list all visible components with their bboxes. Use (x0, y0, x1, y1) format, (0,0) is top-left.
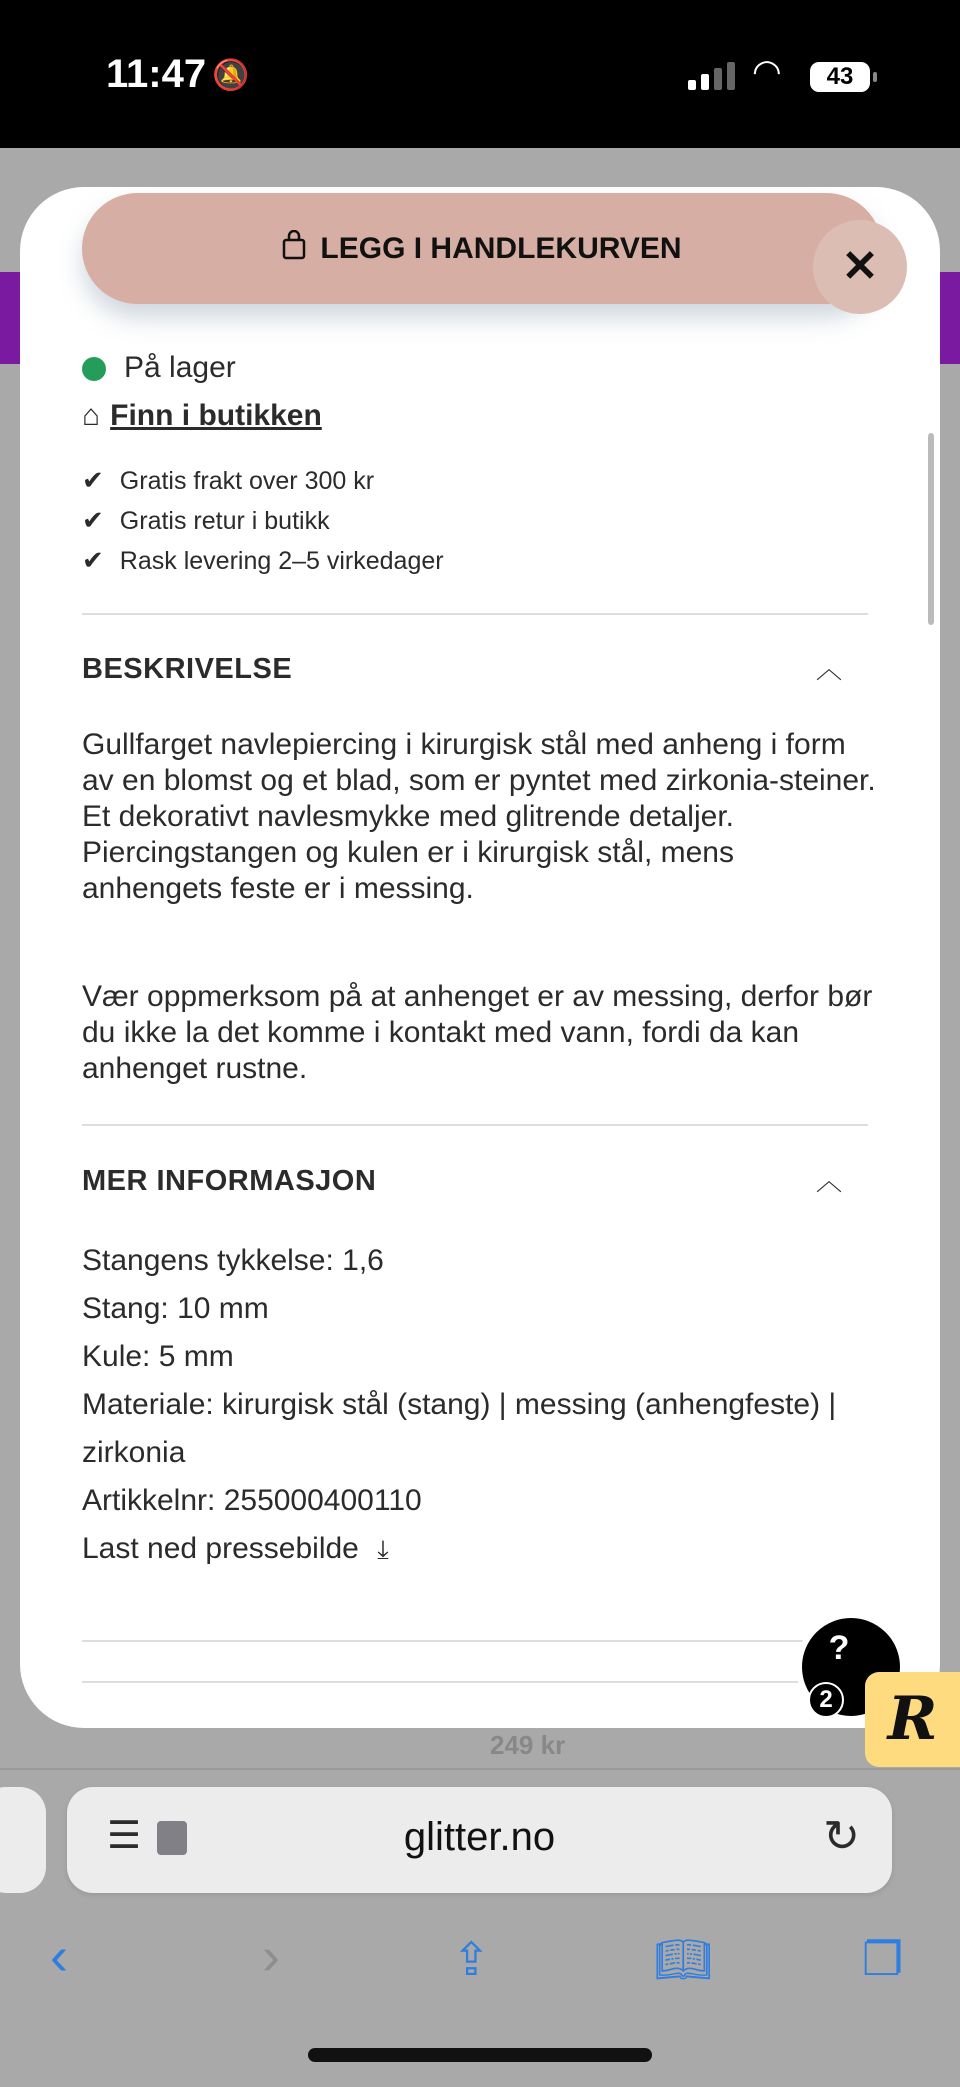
info-line: Artikkelnr: 255000400110 (82, 1484, 422, 1517)
tabs-icon[interactable]: ❐ (862, 1933, 904, 1985)
house-icon: ⌂ (82, 399, 101, 432)
check-icon: ✔ (82, 465, 104, 495)
share-icon[interactable]: ⇪ (452, 1933, 491, 1985)
stock-status (82, 351, 236, 385)
address-bar[interactable] (67, 1787, 892, 1893)
download-press-image-link[interactable] (82, 1525, 842, 1573)
reload-icon[interactable]: ↻ (823, 1812, 860, 1861)
download-icon: ⤓ (377, 1534, 389, 1564)
benefit-label: Rask levering 2–5 virkedager (119, 547, 444, 575)
previous-tab-peek[interactable] (0, 1787, 46, 1893)
divider (82, 1640, 868, 1642)
description-text: Gullfarget navlepiercing i kirurgisk stål med anheng i form av en blomst og et blad, som er pyntet med zirkonia-steiner. Et dekorativt navlesmykke med glitrende detaljer. Piercingstangen og kulen er i kirurgisk stål, mens anhengets feste er i messing. (82, 728, 876, 905)
back-icon[interactable]: ‹ (50, 1926, 68, 1986)
close-button[interactable]: ✕ (813, 220, 907, 314)
clock: 11:47 (106, 52, 207, 96)
stock-label: På lager (124, 351, 236, 384)
home-indicator (308, 2048, 652, 2062)
info-line: Kule: 5 mm (82, 1340, 234, 1373)
info-line: Stangens tykkelse: 1,6 (82, 1244, 384, 1277)
divider (82, 1681, 868, 1683)
check-icon: ✔ (82, 545, 104, 575)
bookmarks-icon[interactable]: 📖︎ (654, 1933, 713, 1985)
url-text: glitter.no (403, 1815, 556, 1859)
cellular-signal-icon (688, 62, 735, 90)
benefit-item (82, 505, 330, 536)
benefit-item (82, 545, 444, 576)
status-bar (0, 0, 960, 148)
chevron-up-icon[interactable]: ︿ (816, 654, 843, 684)
chevron-up-icon[interactable]: ︿ (816, 1166, 843, 1196)
toolbar-separator (0, 1768, 960, 1770)
page-menu-icon[interactable]: ☰ (107, 1815, 142, 1857)
description-header[interactable]: BESKRIVELSE (82, 653, 293, 685)
in-stock-dot-icon (82, 357, 106, 381)
check-icon: ✔ (82, 505, 104, 535)
reviews-widget-button[interactable]: R (865, 1672, 960, 1767)
find-in-store-link[interactable] (82, 399, 322, 433)
info-line: Stang: 10 mm (82, 1292, 269, 1325)
benefit-label: Gratis retur i butikk (119, 507, 330, 535)
more-info-list (82, 1237, 842, 1573)
wifi-icon: ◠ (752, 53, 782, 91)
benefit-item (82, 465, 374, 496)
add-to-cart-label: LEGG I HANDLEKURVEN (320, 231, 682, 265)
add-to-cart-button[interactable] (82, 193, 882, 304)
background-price: 249 kr (490, 1730, 566, 1760)
info-line: Materiale: kirurgisk stål (stang) | messing (anhengfeste) | zirkonia (82, 1388, 837, 1469)
product-details-modal (20, 187, 940, 1728)
divider (82, 613, 868, 615)
divider (82, 1124, 868, 1126)
find-in-store-label: Finn i butikken (110, 399, 322, 432)
more-info-header[interactable]: MER INFORMASJON (82, 1165, 377, 1197)
benefit-label: Gratis frakt over 300 kr (119, 467, 375, 495)
notification-badge: 2 (808, 1682, 844, 1718)
shopping-bag-icon (282, 230, 306, 268)
description-text: Vær oppmerksom på at anhenget er av messing, derfor bør du ikke la det komme i kontakt med vann, fordi da kan anhenget rustne. (82, 980, 873, 1085)
forward-icon[interactable]: › (262, 1926, 280, 1986)
battery-indicator: 43 (810, 62, 870, 92)
silent-bell-icon: 🔕 (212, 59, 250, 92)
help-chat-button[interactable]: ? (796, 1612, 906, 1722)
scrollbar[interactable] (928, 433, 934, 625)
download-label: Last ned pressebilde (82, 1532, 359, 1565)
